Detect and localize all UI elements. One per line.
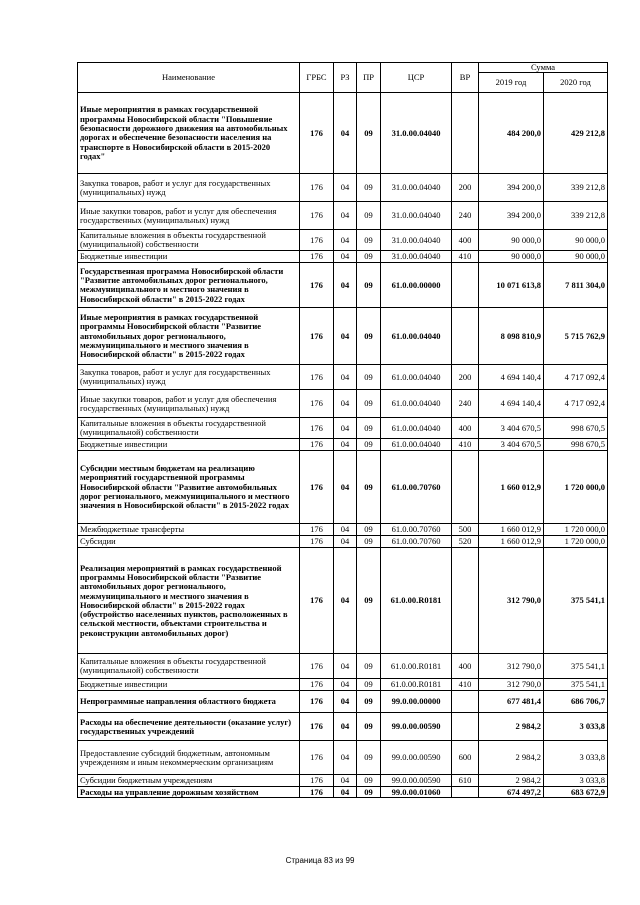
cell-vr: 410 xyxy=(452,679,479,691)
cell-csr: 61.0.00.70760 xyxy=(381,451,452,524)
header-grbs: ГРБС xyxy=(300,63,334,93)
header-rz: РЗ xyxy=(334,63,357,93)
page-footer: Страница 83 из 99 xyxy=(285,856,355,865)
cell-v2020: 375 541,1 xyxy=(544,548,608,654)
header-2019: 2019 год xyxy=(479,73,544,93)
table-row xyxy=(78,775,608,787)
cell-rz: 04 xyxy=(334,536,357,548)
cell-vr xyxy=(452,691,479,713)
cell-vr xyxy=(452,548,479,654)
cell-csr: 99.0.00.00590 xyxy=(381,741,452,775)
cell-v2019: 394 200,0 xyxy=(479,202,544,230)
cell-pr: 09 xyxy=(357,787,381,798)
cell-rz: 04 xyxy=(334,439,357,451)
cell-vr: 400 xyxy=(452,230,479,251)
budget-table xyxy=(77,62,608,798)
cell-pr: 09 xyxy=(357,230,381,251)
cell-pr: 09 xyxy=(357,654,381,679)
cell-rz: 04 xyxy=(334,654,357,679)
cell-rz: 04 xyxy=(334,93,357,174)
cell-grbs: 176 xyxy=(300,775,334,787)
cell-grbs: 176 xyxy=(300,263,334,308)
table-row xyxy=(78,654,608,679)
cell-name: Реализация мероприятий в рамках государственной программы Новосибирской области "Развитие автомобильных дорог регионального, межмуниципального и местного значения в Новосибирской области" в 2015-2022 годах (обустройство населенных пунктов, расположенных в сельской местности, объектами строительства и реконструкции автомобильных дорог) xyxy=(78,548,300,654)
cell-v2020: 998 670,5 xyxy=(544,418,608,439)
cell-v2020: 1 720 000,0 xyxy=(544,536,608,548)
cell-v2019: 1 660 012,9 xyxy=(479,536,544,548)
cell-pr: 09 xyxy=(357,174,381,202)
cell-name: Расходы на обеспечение деятельности (оказание услуг) государственных учреждений xyxy=(78,713,300,741)
cell-rz: 04 xyxy=(334,524,357,536)
cell-v2019: 674 497,2 xyxy=(479,787,544,798)
header-pr: ПР xyxy=(357,63,381,93)
cell-grbs: 176 xyxy=(300,230,334,251)
table-body xyxy=(78,93,608,798)
cell-v2020: 683 672,9 xyxy=(544,787,608,798)
cell-rz: 04 xyxy=(334,741,357,775)
cell-v2020: 375 541,1 xyxy=(544,679,608,691)
cell-grbs: 176 xyxy=(300,390,334,418)
cell-rz: 04 xyxy=(334,548,357,654)
cell-grbs: 176 xyxy=(300,679,334,691)
table-row xyxy=(78,451,608,524)
cell-v2019: 312 790,0 xyxy=(479,548,544,654)
cell-csr: 61.0.00.R0181 xyxy=(381,654,452,679)
cell-rz: 04 xyxy=(334,308,357,365)
cell-grbs: 176 xyxy=(300,308,334,365)
cell-vr xyxy=(452,263,479,308)
header-csr: ЦСР xyxy=(381,63,452,93)
cell-vr: 400 xyxy=(452,654,479,679)
cell-grbs: 176 xyxy=(300,654,334,679)
table-row xyxy=(78,439,608,451)
cell-vr xyxy=(452,308,479,365)
cell-name: Государственная программа Новосибирской области "Развитие автомобильных дорог регионального, межмуниципального и местного значения в Новосибирской области" в 2015-2022 годах xyxy=(78,263,300,308)
cell-v2019: 677 481,4 xyxy=(479,691,544,713)
cell-pr: 09 xyxy=(357,713,381,741)
cell-grbs: 176 xyxy=(300,741,334,775)
cell-grbs: 176 xyxy=(300,451,334,524)
cell-v2020: 90 000,0 xyxy=(544,251,608,263)
cell-rz: 04 xyxy=(334,365,357,390)
cell-v2019: 2 984,2 xyxy=(479,713,544,741)
table-row xyxy=(78,202,608,230)
cell-rz: 04 xyxy=(334,451,357,524)
cell-pr: 09 xyxy=(357,775,381,787)
cell-rz: 04 xyxy=(334,679,357,691)
cell-pr: 09 xyxy=(357,418,381,439)
cell-rz: 04 xyxy=(334,202,357,230)
cell-v2020: 339 212,8 xyxy=(544,202,608,230)
cell-v2020: 90 000,0 xyxy=(544,230,608,251)
cell-grbs: 176 xyxy=(300,691,334,713)
cell-grbs: 176 xyxy=(300,524,334,536)
cell-vr: 200 xyxy=(452,365,479,390)
table-row xyxy=(78,679,608,691)
cell-grbs: 176 xyxy=(300,93,334,174)
cell-vr: 500 xyxy=(452,524,479,536)
cell-v2019: 3 404 670,5 xyxy=(479,418,544,439)
cell-csr: 61.0.00.04040 xyxy=(381,308,452,365)
cell-vr: 410 xyxy=(452,251,479,263)
cell-pr: 09 xyxy=(357,202,381,230)
cell-grbs: 176 xyxy=(300,202,334,230)
cell-name: Капитальные вложения в объекты государственной (муниципальной) собственности xyxy=(78,230,300,251)
cell-pr: 09 xyxy=(357,390,381,418)
cell-pr: 09 xyxy=(357,741,381,775)
cell-v2020: 1 720 000,0 xyxy=(544,451,608,524)
table-row xyxy=(78,548,608,654)
cell-csr: 61.0.00.00000 xyxy=(381,263,452,308)
cell-pr: 09 xyxy=(357,524,381,536)
cell-v2020: 3 033,8 xyxy=(544,713,608,741)
cell-rz: 04 xyxy=(334,230,357,251)
cell-vr: 200 xyxy=(452,174,479,202)
cell-name: Иные мероприятия в рамках государственной программы Новосибирской области "Повышение безопасности дорожного движения на автомобильных дорогах и обеспечение безопасности населения на транспорте в Новосибирской области в 2015-2020 годах" xyxy=(78,93,300,174)
cell-v2019: 10 071 613,8 xyxy=(479,263,544,308)
cell-v2020: 1 720 000,0 xyxy=(544,524,608,536)
cell-csr: 61.0.00.04040 xyxy=(381,365,452,390)
header-vr: ВР xyxy=(452,63,479,93)
cell-name: Расходы на управление дорожным хозяйством xyxy=(78,787,300,798)
cell-csr: 31.0.00.04040 xyxy=(381,230,452,251)
cell-vr: 240 xyxy=(452,202,479,230)
cell-name: Иные мероприятия в рамках государственной программы Новосибирской области "Развитие автомобильных дорог регионального, межмуниципального и местного значения в Новосибирской области" в 2015-2022 годах xyxy=(78,308,300,365)
header-2020: 2020 год xyxy=(544,73,608,93)
table-row xyxy=(78,691,608,713)
cell-csr: 31.0.00.04040 xyxy=(381,202,452,230)
table-row xyxy=(78,251,608,263)
cell-pr: 09 xyxy=(357,679,381,691)
table-row xyxy=(78,308,608,365)
cell-grbs: 176 xyxy=(300,713,334,741)
cell-v2019: 8 098 810,9 xyxy=(479,308,544,365)
cell-v2020: 5 715 762,9 xyxy=(544,308,608,365)
header-name: Наименование xyxy=(78,63,300,93)
table-row xyxy=(78,263,608,308)
header-sum: Сумма xyxy=(479,63,608,73)
cell-vr xyxy=(452,451,479,524)
cell-name: Межбюджетные трансферты xyxy=(78,524,300,536)
cell-v2020: 998 670,5 xyxy=(544,439,608,451)
cell-v2019: 3 404 670,5 xyxy=(479,439,544,451)
cell-v2020: 339 212,8 xyxy=(544,174,608,202)
cell-name: Бюджетные инвестиции xyxy=(78,251,300,263)
cell-v2019: 1 660 012,9 xyxy=(479,524,544,536)
cell-pr: 09 xyxy=(357,308,381,365)
cell-rz: 04 xyxy=(334,691,357,713)
cell-v2019: 394 200,0 xyxy=(479,174,544,202)
table-row xyxy=(78,365,608,390)
cell-name: Субсидии xyxy=(78,536,300,548)
cell-v2019: 1 660 012,9 xyxy=(479,451,544,524)
cell-name: Бюджетные инвестиции xyxy=(78,439,300,451)
cell-rz: 04 xyxy=(334,713,357,741)
cell-pr: 09 xyxy=(357,548,381,654)
cell-vr: 400 xyxy=(452,418,479,439)
cell-rz: 04 xyxy=(334,390,357,418)
cell-name: Закупка товаров, работ и услуг для государственных (муниципальных) нужд xyxy=(78,365,300,390)
cell-v2020: 7 811 304,0 xyxy=(544,263,608,308)
cell-csr: 31.0.00.04040 xyxy=(381,174,452,202)
table-row xyxy=(78,787,608,798)
cell-name: Непрограммные направления областного бюджета xyxy=(78,691,300,713)
cell-rz: 04 xyxy=(334,787,357,798)
cell-csr: 61.0.00.04040 xyxy=(381,439,452,451)
cell-pr: 09 xyxy=(357,251,381,263)
table-row xyxy=(78,524,608,536)
cell-csr: 61.0.00.R0181 xyxy=(381,679,452,691)
table-row xyxy=(78,713,608,741)
cell-v2020: 3 033,8 xyxy=(544,741,608,775)
cell-csr: 61.0.00.04040 xyxy=(381,390,452,418)
cell-csr: 99.0.00.00590 xyxy=(381,713,452,741)
table-row xyxy=(78,230,608,251)
cell-v2020: 4 717 092,4 xyxy=(544,365,608,390)
cell-name: Капитальные вложения в объекты государственной (муниципальной) собственности xyxy=(78,418,300,439)
cell-v2020: 375 541,1 xyxy=(544,654,608,679)
cell-name: Иные закупки товаров, работ и услуг для обеспечения государственных (муниципальных) нужд xyxy=(78,202,300,230)
cell-csr: 99.0.00.00000 xyxy=(381,691,452,713)
table-row xyxy=(78,93,608,174)
cell-pr: 09 xyxy=(357,365,381,390)
cell-pr: 09 xyxy=(357,263,381,308)
cell-v2019: 90 000,0 xyxy=(479,230,544,251)
cell-v2019: 2 984,2 xyxy=(479,741,544,775)
cell-vr: 600 xyxy=(452,741,479,775)
cell-name: Капитальные вложения в объекты государственной (муниципальной) собственности xyxy=(78,654,300,679)
table-row xyxy=(78,390,608,418)
cell-v2020: 4 717 092,4 xyxy=(544,390,608,418)
cell-vr xyxy=(452,713,479,741)
cell-v2020: 3 033,8 xyxy=(544,775,608,787)
cell-csr: 61.0.00.70760 xyxy=(381,524,452,536)
cell-v2019: 4 694 140,4 xyxy=(479,390,544,418)
cell-v2020: 686 706,7 xyxy=(544,691,608,713)
cell-vr: 610 xyxy=(452,775,479,787)
cell-name: Предоставление субсидий бюджетным, автономным учреждениям и иным некоммерческим организациям xyxy=(78,741,300,775)
cell-rz: 04 xyxy=(334,263,357,308)
table-row xyxy=(78,536,608,548)
cell-csr: 31.0.00.04040 xyxy=(381,93,452,174)
cell-csr: 31.0.00.04040 xyxy=(381,251,452,263)
cell-csr: 61.0.00.70760 xyxy=(381,536,452,548)
cell-grbs: 176 xyxy=(300,365,334,390)
cell-csr: 61.0.00.R0181 xyxy=(381,548,452,654)
cell-grbs: 176 xyxy=(300,439,334,451)
cell-pr: 09 xyxy=(357,439,381,451)
cell-name: Субсидии бюджетным учреждениям xyxy=(78,775,300,787)
cell-pr: 09 xyxy=(357,536,381,548)
cell-csr: 99.0.00.00590 xyxy=(381,775,452,787)
cell-grbs: 176 xyxy=(300,418,334,439)
table-row xyxy=(78,174,608,202)
cell-vr xyxy=(452,787,479,798)
cell-vr: 240 xyxy=(452,390,479,418)
cell-vr xyxy=(452,93,479,174)
cell-name: Иные закупки товаров, работ и услуг для обеспечения государственных (муниципальных) нужд xyxy=(78,390,300,418)
cell-grbs: 176 xyxy=(300,174,334,202)
cell-rz: 04 xyxy=(334,418,357,439)
cell-csr: 61.0.00.04040 xyxy=(381,418,452,439)
cell-v2019: 484 200,0 xyxy=(479,93,544,174)
cell-pr: 09 xyxy=(357,93,381,174)
cell-v2019: 90 000,0 xyxy=(479,251,544,263)
table-row xyxy=(78,741,608,775)
cell-name: Закупка товаров, работ и услуг для государственных (муниципальных) нужд xyxy=(78,174,300,202)
cell-csr: 99.0.00.01060 xyxy=(381,787,452,798)
cell-vr: 410 xyxy=(452,439,479,451)
cell-grbs: 176 xyxy=(300,787,334,798)
cell-v2019: 312 790,0 xyxy=(479,679,544,691)
cell-grbs: 176 xyxy=(300,251,334,263)
cell-name: Бюджетные инвестиции xyxy=(78,679,300,691)
cell-v2019: 2 984,2 xyxy=(479,775,544,787)
cell-rz: 04 xyxy=(334,775,357,787)
cell-name: Субсидии местным бюджетам на реализацию мероприятий государственной программы Новосибирской области "Развитие автомобильных дорог регионального, межмуниципального и местного значения в Новосибирской области" в 2015-2022 годах xyxy=(78,451,300,524)
cell-pr: 09 xyxy=(357,691,381,713)
cell-pr: 09 xyxy=(357,451,381,524)
table-row xyxy=(78,418,608,439)
cell-v2019: 312 790,0 xyxy=(479,654,544,679)
cell-v2020: 429 212,8 xyxy=(544,93,608,174)
cell-rz: 04 xyxy=(334,174,357,202)
cell-grbs: 176 xyxy=(300,548,334,654)
cell-v2019: 4 694 140,4 xyxy=(479,365,544,390)
cell-rz: 04 xyxy=(334,251,357,263)
cell-vr: 520 xyxy=(452,536,479,548)
cell-grbs: 176 xyxy=(300,536,334,548)
